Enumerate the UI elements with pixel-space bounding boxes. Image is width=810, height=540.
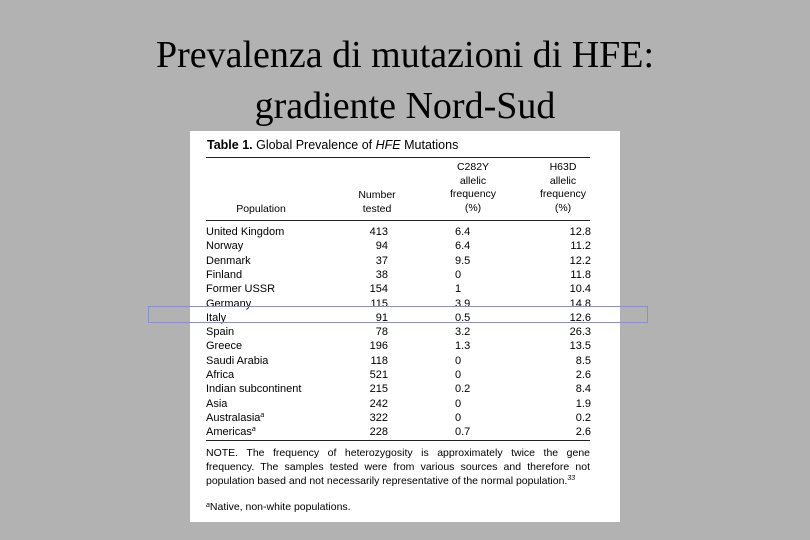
cell-population: Greece (206, 340, 243, 353)
slide-title-line-2: gradiente Nord-Sud (254, 85, 556, 127)
cell-number-tested: 118 (370, 354, 388, 367)
table-title-gene: HFE (375, 138, 401, 152)
header-rule (206, 220, 590, 221)
cell-h63d: 14.8 (569, 297, 591, 310)
cell-h63d: 1.9 (575, 397, 591, 410)
cell-number-tested: 228 (369, 426, 388, 439)
table-row (206, 297, 590, 311)
cell-c282y: 0 (455, 354, 462, 367)
table-row (206, 311, 590, 325)
table-row (206, 382, 590, 396)
table-row (206, 411, 590, 425)
cell-c282y: 1.3 (455, 340, 471, 353)
table-title (207, 138, 458, 152)
footnote-mark: a (251, 426, 256, 434)
table-title-prefix: Global Prevalence of (256, 138, 373, 152)
table-footnote (206, 501, 351, 513)
header-c282y (443, 161, 503, 215)
header-text: H63D (549, 161, 577, 173)
table-row (206, 254, 590, 268)
cell-h63d: 11.8 (570, 268, 591, 281)
cell-h63d: 2.6 (575, 369, 591, 381)
cell-h63d: 26.3 (569, 326, 591, 339)
cell-h63d: 13.5 (569, 340, 591, 353)
bottom-rule (206, 440, 590, 441)
cell-population: Germany (206, 297, 252, 310)
table-row (206, 268, 590, 282)
cell-c282y: 0 (455, 397, 462, 410)
table-row (206, 397, 590, 411)
cell-number-tested: 215 (369, 383, 388, 396)
cell-population: Italy (206, 311, 227, 324)
cell-c282y: 6.4 (455, 226, 471, 238)
footnote-mark: a (260, 411, 265, 419)
header-text: C282Y (456, 161, 490, 173)
table-image (190, 131, 620, 522)
header-text: Number (358, 189, 396, 201)
cell-c282y: 0.5 (455, 311, 471, 324)
table-row (206, 325, 590, 339)
cell-number-tested: 154 (369, 283, 388, 296)
cell-number-tested: 78 (375, 326, 388, 339)
table-row (206, 354, 590, 368)
header-text: (%) (464, 201, 482, 214)
cell-population: Spain (206, 326, 235, 339)
cell-h63d: 10.4 (569, 283, 591, 296)
cell-h63d: 8.4 (575, 383, 591, 396)
table-row (206, 282, 590, 296)
cell-h63d: 12.2 (569, 254, 591, 267)
header-text: (%) (554, 201, 572, 214)
cell-c282y: 0 (455, 268, 462, 281)
cell-c282y: 1 (455, 283, 462, 296)
cell-number-tested: 196 (369, 340, 388, 353)
note-reference: 33 (567, 475, 576, 482)
cell-number-tested: 94 (375, 240, 388, 253)
header-population: Population (236, 203, 286, 215)
header-text: tested (362, 202, 392, 215)
cell-number-tested: 115 (370, 297, 388, 310)
cell-population: Saudi Arabia (206, 354, 269, 367)
cell-c282y: 3.2 (455, 326, 471, 339)
table-row (206, 425, 590, 439)
cell-number-tested: 322 (369, 411, 388, 424)
table-note (206, 446, 590, 488)
slide-title-line-1: Prevalenza di mutazioni di HFE: (155, 34, 655, 76)
cell-c282y: 0 (455, 411, 462, 424)
note-text: NOTE. The frequency of heterozygosity is approximately twice the gene frequency. The samples tested were from various sources and therefore not population based and not necessarily representative of the normal population. (206, 447, 590, 487)
cell-population: Australasia$^a$ (206, 411, 265, 424)
cell-population: Indian subcontinent (206, 383, 302, 396)
cell-h63d: 0.2 (575, 411, 591, 424)
table-row (206, 368, 590, 382)
table-title-suffix: Mutations (404, 138, 459, 152)
cell-number-tested: 38 (375, 268, 388, 281)
footnote-mark: a (206, 502, 210, 509)
cell-c282y: 0.2 (455, 383, 471, 396)
cell-population: Africa (206, 369, 235, 381)
table-row (206, 225, 590, 239)
cell-population: Americas$^a$ (206, 426, 256, 439)
cell-population: United Kingdom (206, 226, 285, 238)
cell-c282y: 6.4 (455, 240, 471, 253)
header-text: allelic (549, 174, 577, 187)
header-h63d (535, 161, 591, 215)
cell-population: Denmark (206, 254, 251, 267)
cell-c282y: 9.5 (455, 254, 471, 267)
cell-c282y: 0 (455, 369, 462, 381)
cell-number-tested: 413 (369, 226, 388, 238)
cell-h63d: 11.2 (570, 240, 591, 253)
table-label: Table 1. (207, 138, 253, 152)
cell-c282y: 0.7 (455, 426, 471, 439)
table-row (206, 339, 590, 353)
header-text: frequency (449, 188, 497, 200)
cell-h63d: 12.8 (569, 226, 591, 238)
cell-number-tested: 91 (375, 311, 388, 324)
header-text: frequency (539, 188, 587, 200)
cell-h63d: 8.5 (575, 354, 591, 367)
table-row (206, 239, 590, 253)
cell-population: Asia (206, 397, 228, 410)
cell-number-tested: 521 (369, 369, 388, 381)
cell-number-tested: 242 (369, 397, 388, 410)
cell-population: Finland (206, 268, 243, 281)
cell-h63d: 2.6 (575, 426, 591, 439)
footnote-text: Native, non-white populations. (209, 501, 351, 513)
cell-population: Former USSR (206, 283, 276, 296)
cell-c282y: 3.9 (455, 297, 471, 310)
header-number-tested (350, 189, 404, 216)
cell-population: Norway (206, 240, 244, 253)
top-rule (206, 157, 590, 158)
cell-number-tested: 37 (375, 254, 388, 267)
cell-h63d: 12.6 (569, 311, 591, 324)
header-text: allelic (459, 174, 487, 187)
